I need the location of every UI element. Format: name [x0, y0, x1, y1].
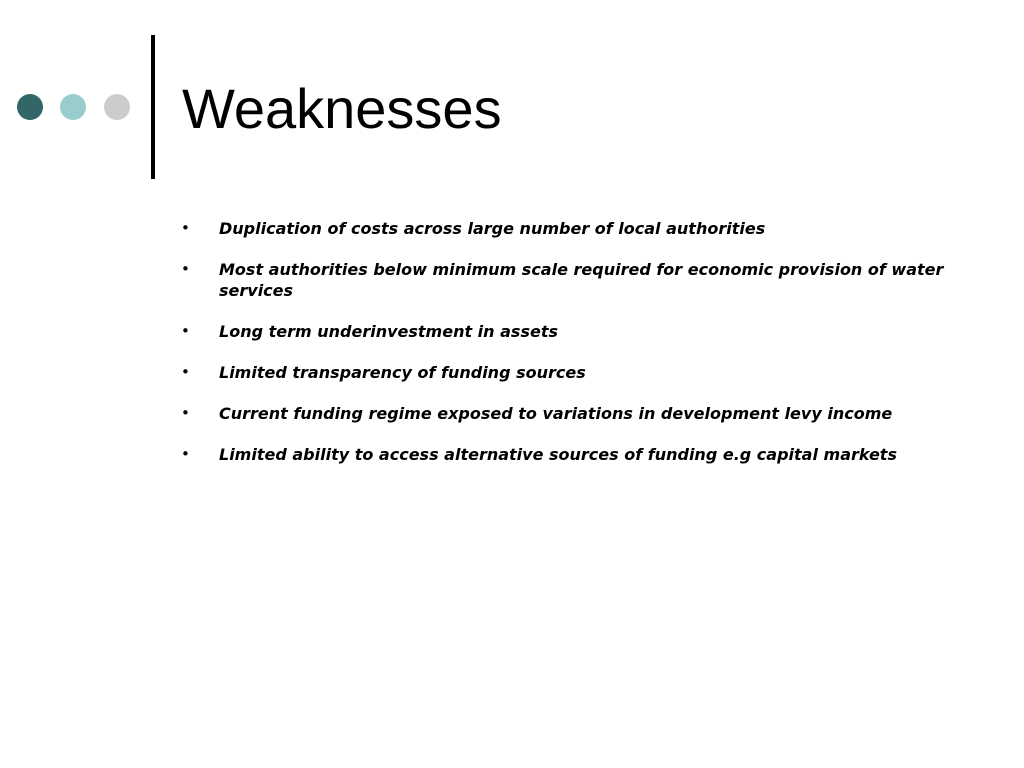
bullet-text: Duplication of costs across large number of local authorities	[219, 219, 766, 238]
vertical-divider	[151, 35, 155, 179]
gray-dot-decoration	[104, 94, 130, 120]
bullet-icon: •	[181, 404, 190, 422]
light-teal-dot-decoration	[60, 94, 86, 120]
bullet-icon: •	[181, 260, 190, 278]
bullet-item	[181, 362, 951, 383]
bullet-text: Most authorities below minimum scale required for economic provision of water services	[219, 260, 944, 300]
bullet-text: Limited ability to access alternative sources of funding e.g capital markets	[219, 445, 897, 464]
bullet-item	[181, 259, 951, 301]
bullet-item	[181, 403, 951, 424]
dark-teal-dot-decoration	[17, 94, 43, 120]
bullet-icon: •	[181, 219, 190, 237]
bullet-icon: •	[181, 322, 190, 340]
bullet-text: Current funding regime exposed to variations in development levy income	[219, 404, 893, 423]
bullet-icon: •	[181, 363, 190, 381]
bullet-item	[181, 444, 951, 465]
bullet-text: Long term underinvestment in assets	[219, 322, 558, 341]
slide-title: Weaknesses	[182, 77, 502, 140]
bullet-item	[181, 321, 951, 342]
bullet-icon: •	[181, 445, 190, 463]
bullet-list	[181, 218, 951, 485]
bullet-item	[181, 218, 951, 239]
bullet-text: Limited transparency of funding sources	[219, 363, 586, 382]
